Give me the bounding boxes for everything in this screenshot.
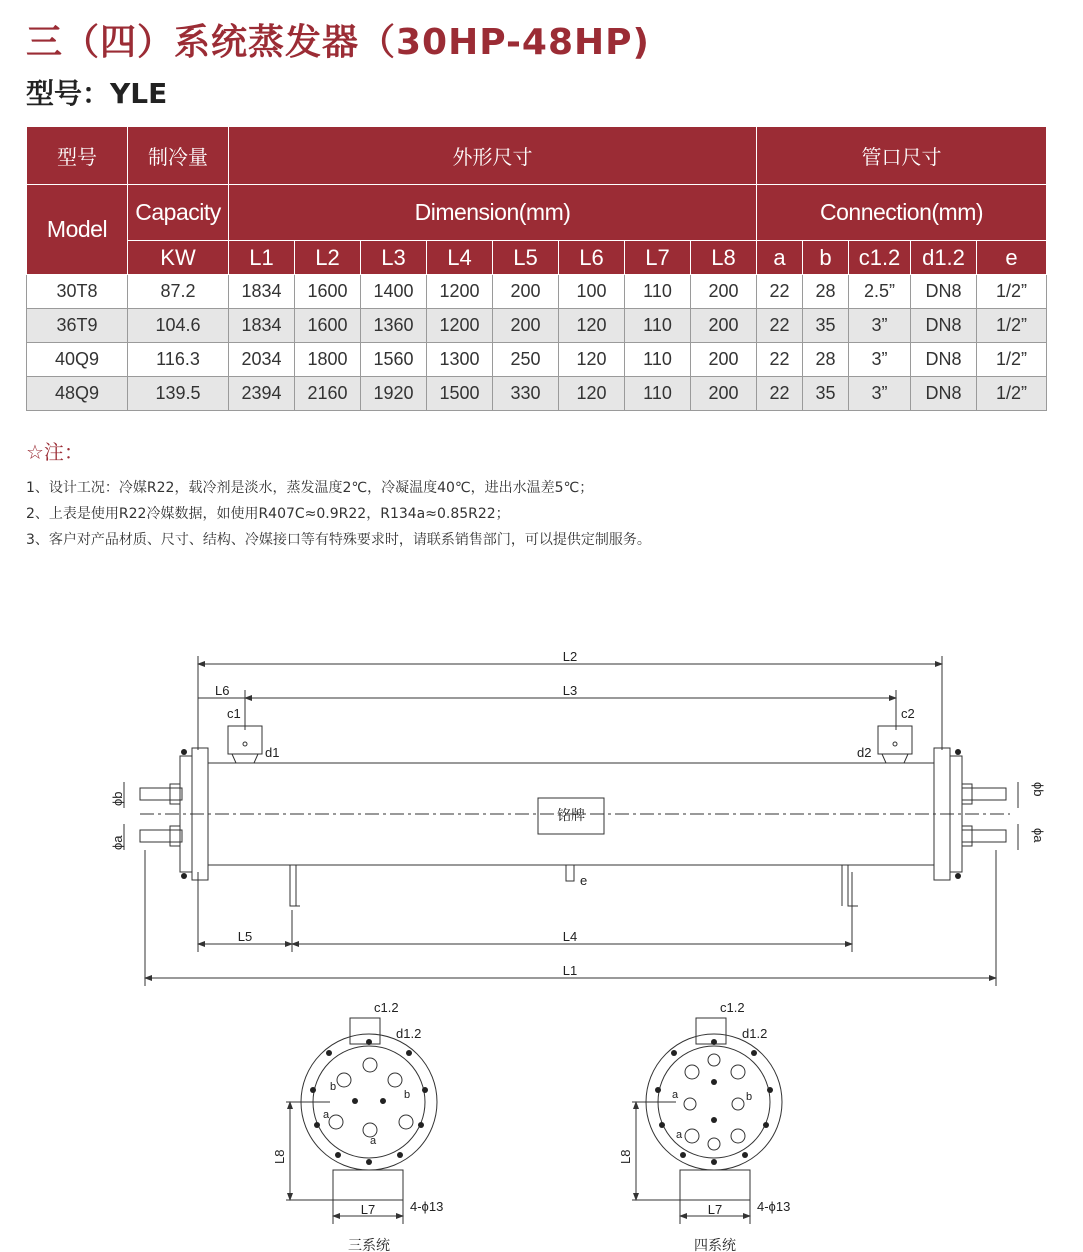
cell-model: 36T9: [27, 309, 128, 343]
cell-l4: 1200: [427, 309, 493, 343]
header-dimension-en: Dimension(mm): [229, 185, 757, 241]
cell-l6: 120: [559, 377, 625, 411]
header-col-l1: L1: [229, 241, 295, 275]
header-col-l8: L8: [691, 241, 757, 275]
header-col-l7: L7: [625, 241, 691, 275]
dim-l2-label: L2: [562, 649, 578, 664]
dim-l1-label: L1: [562, 963, 578, 978]
cell-l8: 200: [691, 275, 757, 309]
three-l7-label: L7: [360, 1202, 376, 1217]
dim-l5-label: L5: [237, 929, 253, 944]
four-a-label: a: [672, 1089, 679, 1101]
cell-l6: 100: [559, 275, 625, 309]
cell-l4: 1200: [427, 275, 493, 309]
cell-l4: 1500: [427, 377, 493, 411]
note-line-1: 1、设计工况：冷媒R22，载冷剂是淡水，蒸发温度2℃，冷凝温度40℃，进出水温差5℃；: [26, 480, 594, 496]
four-l7-label: L7: [707, 1202, 723, 1217]
page-title: 三（四）系统蒸发器（30HP-48HP): [26, 22, 650, 63]
cell-d12: DN8: [911, 377, 977, 411]
four-b-label: b: [746, 1091, 753, 1103]
cell-b: 35: [803, 309, 849, 343]
cell-l4: 1300: [427, 343, 493, 377]
cell-l8: 200: [691, 377, 757, 411]
cell-capacity: 104.6: [128, 309, 229, 343]
cell-a: 22: [757, 343, 803, 377]
header-col-l3: L3: [361, 241, 427, 275]
cell-e: 1/2”: [977, 343, 1047, 377]
three-b-label: b: [330, 1081, 337, 1093]
header-capacity-en: Capacity: [128, 185, 229, 241]
three-holes-label: 4-ϕ13: [410, 1199, 444, 1214]
cell-l3: 1360: [361, 309, 427, 343]
cell-e: 1/2”: [977, 275, 1047, 309]
three-system-caption: 三系统: [348, 1237, 390, 1252]
cell-l3: 1560: [361, 343, 427, 377]
cell-a: 22: [757, 275, 803, 309]
cell-model: 40Q9: [27, 343, 128, 377]
phi-b-right-label: ϕb: [1031, 782, 1046, 797]
table-row: [27, 377, 1047, 411]
cell-l1: 2394: [229, 377, 295, 411]
port-c1-label: c1: [227, 706, 241, 721]
three-d12-label: d1.2: [396, 1026, 422, 1041]
model-subtitle: 型号：YLE: [26, 77, 168, 110]
cell-e: 1/2”: [977, 309, 1047, 343]
header-col-b: b: [803, 241, 849, 275]
header-col-d12: d1.2: [911, 241, 977, 275]
cell-l3: 1920: [361, 377, 427, 411]
phi-a-left-label: ϕa: [110, 835, 125, 850]
cell-d12: DN8: [911, 343, 977, 377]
notes-title: ☆注：: [26, 440, 84, 464]
dim-l3-label: L3: [562, 683, 578, 698]
drain-e-label: e: [580, 873, 588, 888]
three-c12-label: c1.2: [374, 1000, 399, 1015]
three-l8-label: L8: [272, 1149, 287, 1164]
cell-capacity: 139.5: [128, 377, 229, 411]
cell-l1: 1834: [229, 275, 295, 309]
four-a-label-2: a: [676, 1129, 683, 1141]
cell-c12: 3”: [849, 309, 911, 343]
four-d12-label: d1.2: [742, 1026, 768, 1041]
notes-section: [26, 436, 651, 553]
cell-d12: DN8: [911, 309, 977, 343]
cell-l7: 110: [625, 275, 691, 309]
cell-c12: 3”: [849, 343, 911, 377]
spec-table: [26, 126, 1047, 411]
cell-b: 28: [803, 343, 849, 377]
cell-l7: 110: [625, 309, 691, 343]
table-row: [27, 275, 1047, 309]
header-capacity-unit: KW: [128, 241, 229, 275]
port-d2-label: d2: [857, 745, 872, 760]
port-c2-label: c2: [901, 706, 915, 721]
cell-l5: 200: [493, 309, 559, 343]
cell-l7: 110: [625, 377, 691, 411]
cell-capacity: 116.3: [128, 343, 229, 377]
evaporator-drawing: [0, 560, 1083, 1252]
header-col-l4: L4: [427, 241, 493, 275]
header-col-l6: L6: [559, 241, 625, 275]
header-model-en: Model: [27, 185, 128, 275]
header-dimension-cn: 外形尺寸: [229, 127, 757, 185]
table-row: [27, 309, 1047, 343]
cell-l7: 110: [625, 343, 691, 377]
cell-model: 30T8: [27, 275, 128, 309]
note-line-3: 3、客户对产品材质、尺寸、结构、冷媒接口等有特殊要求时，请联系销售部门，可以提供定制服务。: [26, 532, 651, 548]
cell-l2: 1800: [295, 343, 361, 377]
header-col-l5: L5: [493, 241, 559, 275]
cell-model: 48Q9: [27, 377, 128, 411]
cell-l5: 200: [493, 275, 559, 309]
cell-a: 22: [757, 309, 803, 343]
cell-l2: 1600: [295, 275, 361, 309]
note-line-2: 2、上表是使用R22冷媒数据，如使用R407C≈0.9R22，R134a≈0.85R22；: [26, 506, 510, 522]
cell-c12: 3”: [849, 377, 911, 411]
cell-l5: 250: [493, 343, 559, 377]
cell-l6: 120: [559, 309, 625, 343]
phi-b-left-label: ϕb: [110, 791, 125, 806]
phi-a-right-label: ϕa: [1031, 828, 1046, 843]
four-system-caption: 四系统: [694, 1237, 736, 1252]
cell-l6: 120: [559, 343, 625, 377]
cell-b: 35: [803, 377, 849, 411]
cell-l5: 330: [493, 377, 559, 411]
cell-d12: DN8: [911, 275, 977, 309]
header-connection-cn: 管口尺寸: [757, 127, 1047, 185]
header-connection-en: Connection(mm): [757, 185, 1047, 241]
cell-l3: 1400: [361, 275, 427, 309]
three-a-label: a: [323, 1109, 330, 1121]
four-holes-label: 4-ϕ13: [757, 1199, 791, 1214]
cell-l8: 200: [691, 343, 757, 377]
cell-b: 28: [803, 275, 849, 309]
table-row: [27, 343, 1047, 377]
cell-capacity: 87.2: [128, 275, 229, 309]
header-col-c12: c1.2: [849, 241, 911, 275]
dim-l6-label: L6: [215, 683, 230, 698]
cell-a: 22: [757, 377, 803, 411]
four-l8-label: L8: [618, 1149, 633, 1164]
four-c12-label: c1.2: [720, 1000, 745, 1015]
cell-e: 1/2”: [977, 377, 1047, 411]
cell-l1: 1834: [229, 309, 295, 343]
cell-l2: 1600: [295, 309, 361, 343]
port-d1-label: d1: [265, 745, 280, 760]
cell-l8: 200: [691, 309, 757, 343]
nameplate-label: 铭牌: [557, 807, 585, 823]
header-col-e: e: [977, 241, 1047, 275]
three-b-label-2: b: [404, 1089, 411, 1101]
cell-c12: 2.5”: [849, 275, 911, 309]
cell-l1: 2034: [229, 343, 295, 377]
header-col-a: a: [757, 241, 803, 275]
cell-l2: 2160: [295, 377, 361, 411]
header-col-l2: L2: [295, 241, 361, 275]
header-model-cn: 型号: [27, 127, 128, 185]
dim-l4-label: L4: [562, 929, 578, 944]
header-capacity-cn: 制冷量: [128, 127, 229, 185]
three-a-label-2: a: [370, 1135, 377, 1147]
